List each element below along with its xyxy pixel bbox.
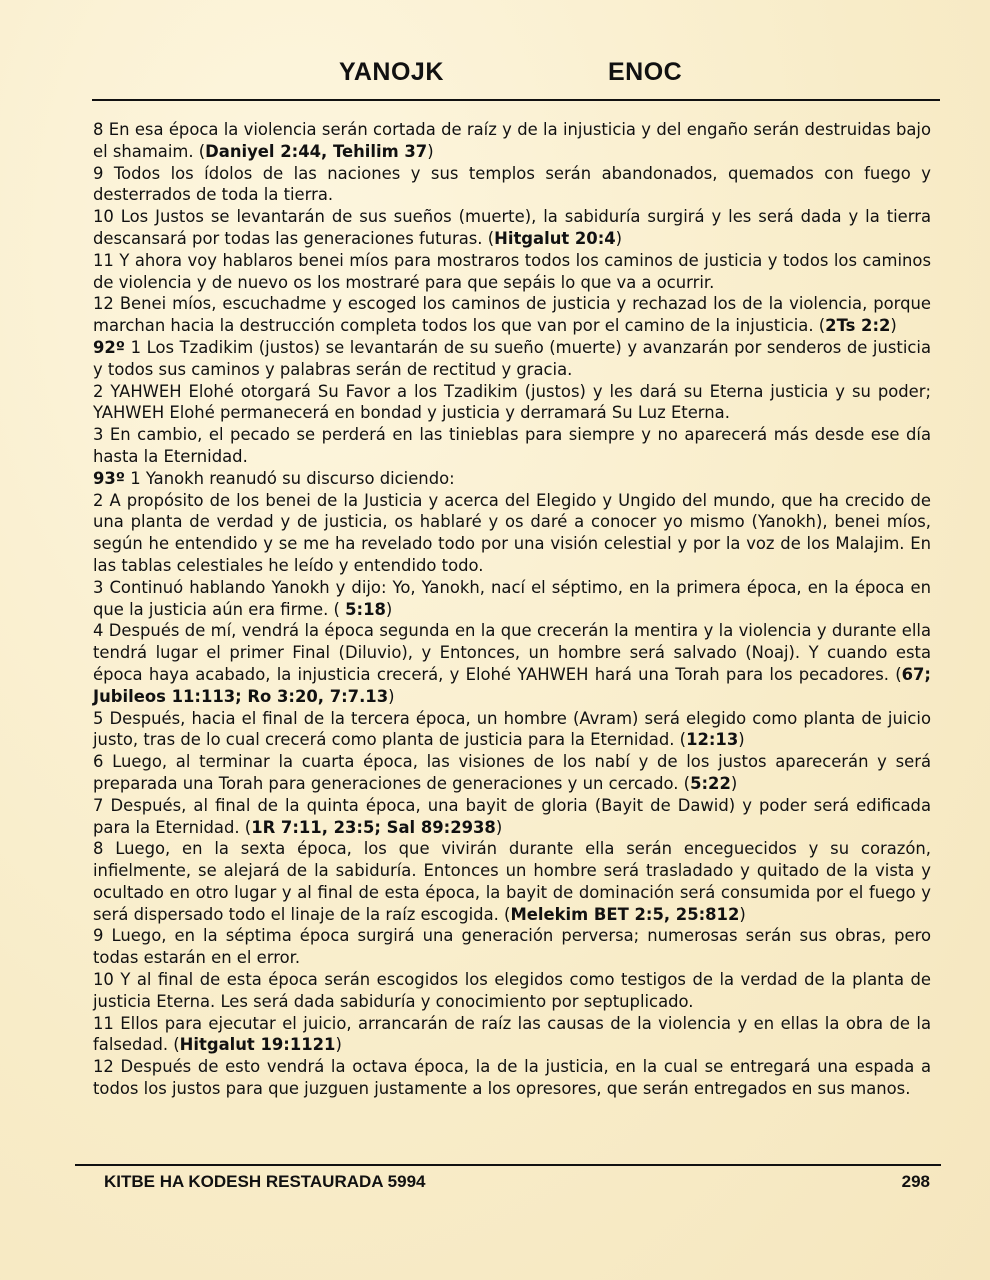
scripture-reference: Hitgalut 19:1121: [179, 1035, 336, 1055]
closing-paren: ): [388, 686, 395, 706]
verse-text: 1 Yanokh reanudó su discurso diciendo:: [125, 468, 455, 488]
closing-paren: ): [890, 316, 897, 336]
page-body: [93, 119, 931, 1100]
closing-paren: ): [335, 1035, 342, 1055]
verse-text: 11 Y ahora voy hablaros benei míos para mostraros todos los caminos de justicia y todos los caminos de violencia y de nuevo os los mostraré para que sepáis lo que va a ocurrir.: [93, 250, 931, 292]
scripture-reference: 67; Jubileos 11:113; Ro 3:20, 7:7.13: [93, 664, 931, 706]
verse-text: 8 En esa época la violencia serán cortada de raíz y de la injusticia y del engaño serán destruidas bajo el shamaim. (: [93, 120, 931, 161]
verse-paragraph: [93, 250, 931, 294]
header-rule: [92, 99, 940, 101]
page-number: 298: [901, 1172, 930, 1191]
verse-paragraph: [93, 620, 931, 707]
header-title-left: YANOJK: [339, 58, 444, 86]
verse-paragraph: [93, 708, 931, 752]
verse-text: 8 Luego, en la sexta época, los que vivirán durante ella serán enceguecidos y su corazón, infielmente, se alejará de la sabiduría. Entonces un hombre será trasladado y quitado de la vista y ocultado en otro lugar y al final de esta época, la bayit de dominación será consumida por el fuego y será dispersado todo el linaje de la raíz escogida. (: [93, 839, 931, 924]
verse-paragraph: [93, 424, 931, 468]
verse-paragraph: [93, 381, 931, 425]
scripture-reference: 5:18: [345, 599, 386, 619]
verse-paragraph: [93, 751, 931, 795]
verse-text: 4 Después de mí, vendrá la época segunda en la que crecerán la mentira y la violencia y durante ella tendrá lugar el primer Final (Diluvio), y Entonces, un hombre será salvado (Noaj). Y cuando esta época haya acabado, la injusticia crecerá, y Elohé YAHWEH hará una Torah para los pecadores. (: [93, 621, 931, 684]
scripture-reference: 1R 7:11, 23:5; Sal 89:2938: [251, 817, 496, 837]
verse-paragraph: [93, 969, 931, 1013]
scripture-reference: Melekim BET 2:5, 25:812: [510, 904, 740, 924]
closing-paren: ): [427, 141, 434, 161]
header-title-right: ENOC: [608, 58, 683, 86]
verse-text: 2 YAHWEH Elohé otorgará Su Favor a los Tzadikim (justos) y les dará su Eterna justicia y su poder; YAHWEH Elohé permanecerá en bondad y justicia y derramará Su Luz Eterna.: [93, 381, 931, 423]
verse-text: 10 Los Justos se levantarán de sus sueños (muerte), la sabiduría surgirá y les será dada y la tierra descansará por todas las generaciones futuras. (: [93, 207, 931, 248]
verse-text: 11 Ellos para ejecutar el juicio, arrancarán de raíz las causas de la violencia y en ellas la obra de la falsedad. (: [93, 1013, 931, 1055]
closing-paren: ): [739, 904, 746, 924]
verse-text: 7 Después, al final de la quinta época, una bayit de gloria (Bayit de Dawid) y poder será edificada para la Eternidad. (: [93, 795, 931, 837]
footer-rule: [75, 1164, 941, 1166]
scripture-reference: Daniyel 2:44, Tehilim 37: [205, 141, 428, 161]
scripture-reference: 5:22: [690, 773, 731, 793]
verse-paragraph: [93, 925, 931, 969]
chapter-number: 92º: [93, 337, 126, 357]
scripture-reference: 2Ts 2:2: [825, 316, 891, 336]
chapter-number: 93º: [93, 468, 126, 488]
verse-text: 12 Benei míos, escuchadme y escoged los caminos de justicia y rechazad los de la violencia, porque marchan hacia la destrucción completa todos los que van por el camino de la injusticia. (: [93, 294, 931, 336]
verse-text: 3 Continuó hablando Yanokh y dijo: Yo, Yanokh, nací el séptimo, en la primera época, en la época en que la justicia aún era firme. (: [93, 577, 931, 619]
page-header: [92, 58, 940, 90]
verse-paragraph: [93, 119, 931, 163]
footer-title: KITBE HA KODESH RESTAURADA 5994: [104, 1172, 426, 1191]
scripture-reference: 12:13: [686, 730, 739, 750]
verse-paragraph: [93, 795, 931, 839]
verse-text: 3 En cambio, el pecado se perderá en las tinieblas para siempre y no aparecerá más desde ese día hasta la Eternidad.: [93, 425, 931, 466]
verse-text: 10 Y al final de esta época serán escogidos los elegidos como testigos de la verdad de la planta de justicia Eterna. Les será dada sabiduría y conocimiento por septuplicado.: [93, 970, 931, 1011]
closing-paren: ): [730, 773, 738, 793]
closing-paren: ): [615, 228, 623, 248]
verse-paragraph: [93, 838, 931, 925]
scripture-reference: Hitgalut 20:4: [494, 228, 616, 248]
verse-paragraph: [93, 1056, 931, 1100]
verse-paragraph: [93, 468, 931, 490]
verse-text: 9 Luego, en la séptima época surgirá una generación perversa; numerosas serán sus obras, pero todas estarán en el error.: [93, 926, 931, 968]
verse-paragraph: [93, 490, 931, 577]
closing-paren: ): [385, 599, 393, 619]
verse-paragraph: [93, 337, 931, 381]
verse-text: 9 Todos los ídolos de las naciones y sus templos serán abandonados, quemados con fuego y desterrados de toda la tierra.: [93, 163, 931, 205]
verse-text: 12 Después de esto vendrá la octava época, la de la justicia, en la cual se entregará una espada a todos los justos para que juzguen justamente a los opresores, que serán entregados en sus manos.: [93, 1057, 931, 1099]
verse-text: 5 Después, hacia el final de la tercera época, un hombre (Avram) será elegido como planta de juicio justo, tras de lo cual crecerá como planta de justicia para la Eternidad. (: [93, 708, 931, 750]
verse-text: 1 Los Tzadikim (justos) se levantarán de su sueño (muerte) y avanzarán por senderos de justicia y todos sus caminos y palabras serán de rectitud y gracia.: [93, 337, 931, 379]
verse-paragraph: [93, 293, 931, 337]
verse-paragraph: [93, 206, 931, 250]
verse-paragraph: [93, 577, 931, 621]
verse-text: 6 Luego, al terminar la cuarta época, las visiones de los nabí y de los justos aparecerán y será preparada una Torah para generaciones de generaciones y un cercado. (: [93, 752, 931, 793]
verse-paragraph: [93, 1013, 931, 1057]
verse-text: 2 A propósito de los benei de la Justicia y acerca del Elegido y Ungido del mundo, que ha crecido de una planta de verdad y de justicia, os hablaré y os daré a conocer yo mismo (Yanokh), benei míos, según he entendido y se me ha revelado todo por una visión celestial y por la voz de los Malajim. En las tablas celestiales he leído y entendido todo.: [93, 490, 931, 575]
closing-paren: ): [738, 730, 745, 750]
verse-paragraph: [93, 163, 931, 207]
closing-paren: ): [495, 817, 503, 837]
